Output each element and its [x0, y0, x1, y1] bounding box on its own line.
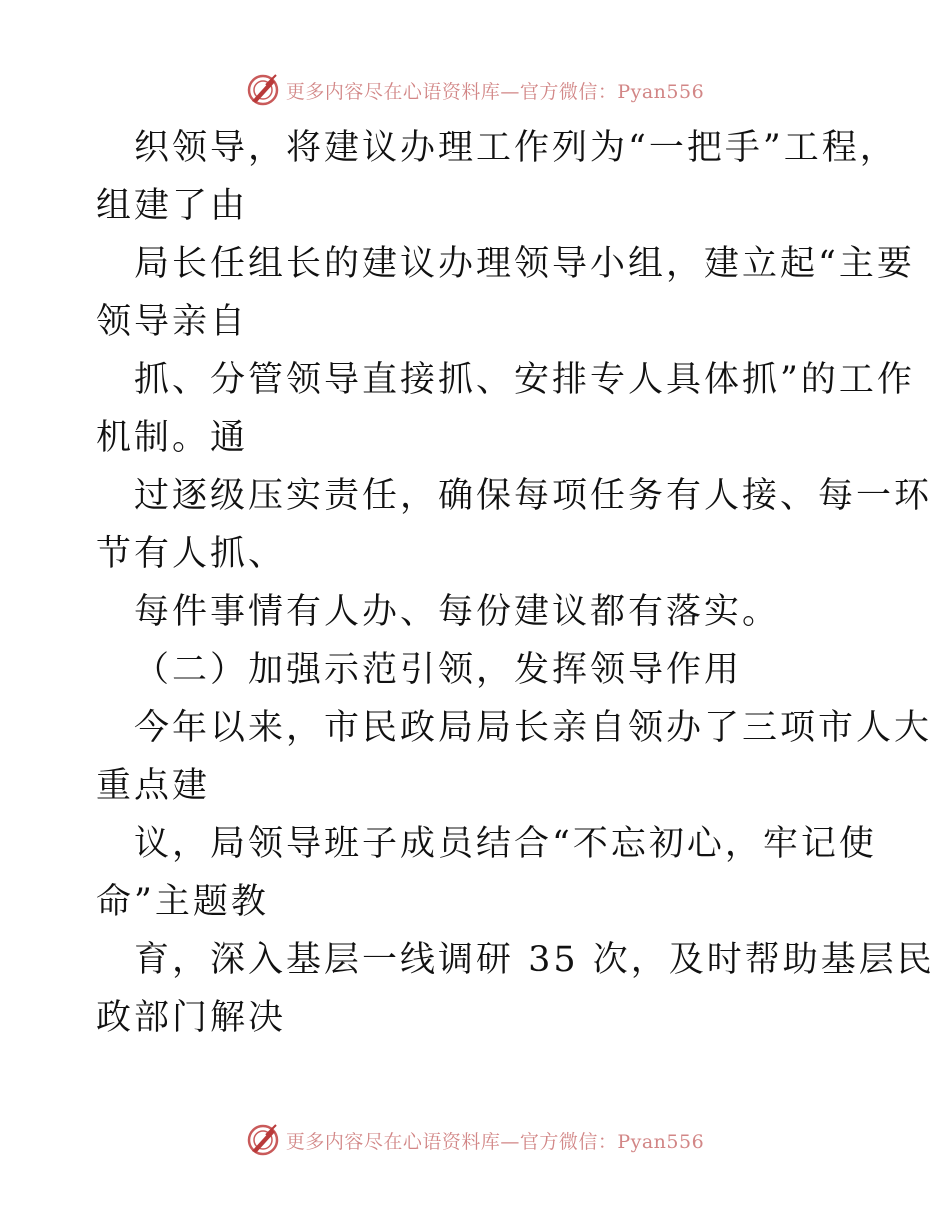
text-line: 政部门解决: [96, 998, 287, 1038]
footer-watermark: [0, 1120, 950, 1160]
text-line: 组建了由: [96, 186, 249, 226]
text-line: 每件事情有人办、每份建议都有落实。: [134, 592, 781, 632]
text-line: 议，局领导班子成员结合“不忘初心，牢记使: [134, 824, 877, 864]
text-line: 今年以来，市民政局局长亲自领办了三项市人大: [134, 708, 933, 748]
text-line: 织领导，将建议办理工作列为“一把手”工程，: [134, 128, 898, 168]
text-line: 重点建: [96, 766, 211, 806]
section-heading: （二）加强示范引领，发挥领导作用: [134, 650, 743, 690]
watermark-text: 更多内容尽在心语资料库—官方微信：Pyan556: [285, 80, 705, 103]
text-line: 机制。通: [96, 418, 249, 458]
quill-seal-logo-icon: [246, 1123, 280, 1157]
text-line: 过逐级压实责任，确保每项任务有人接、每一环: [134, 476, 933, 516]
text-line: 节有人抓、: [96, 534, 287, 574]
text-line: 领导亲自: [96, 302, 249, 342]
text-line: 育，深入基层一线调研 35 次，及时帮助基层民: [134, 940, 935, 980]
watermark-text: 更多内容尽在心语资料库—官方微信：Pyan556: [285, 1130, 705, 1153]
text-line: 抓、分管领导直接抓、安排专人具体抓”的工作: [134, 360, 915, 400]
text-line: 局长任组长的建议办理领导小组，建立起“主要: [134, 244, 915, 284]
text-line: 命”主题教: [96, 882, 269, 922]
